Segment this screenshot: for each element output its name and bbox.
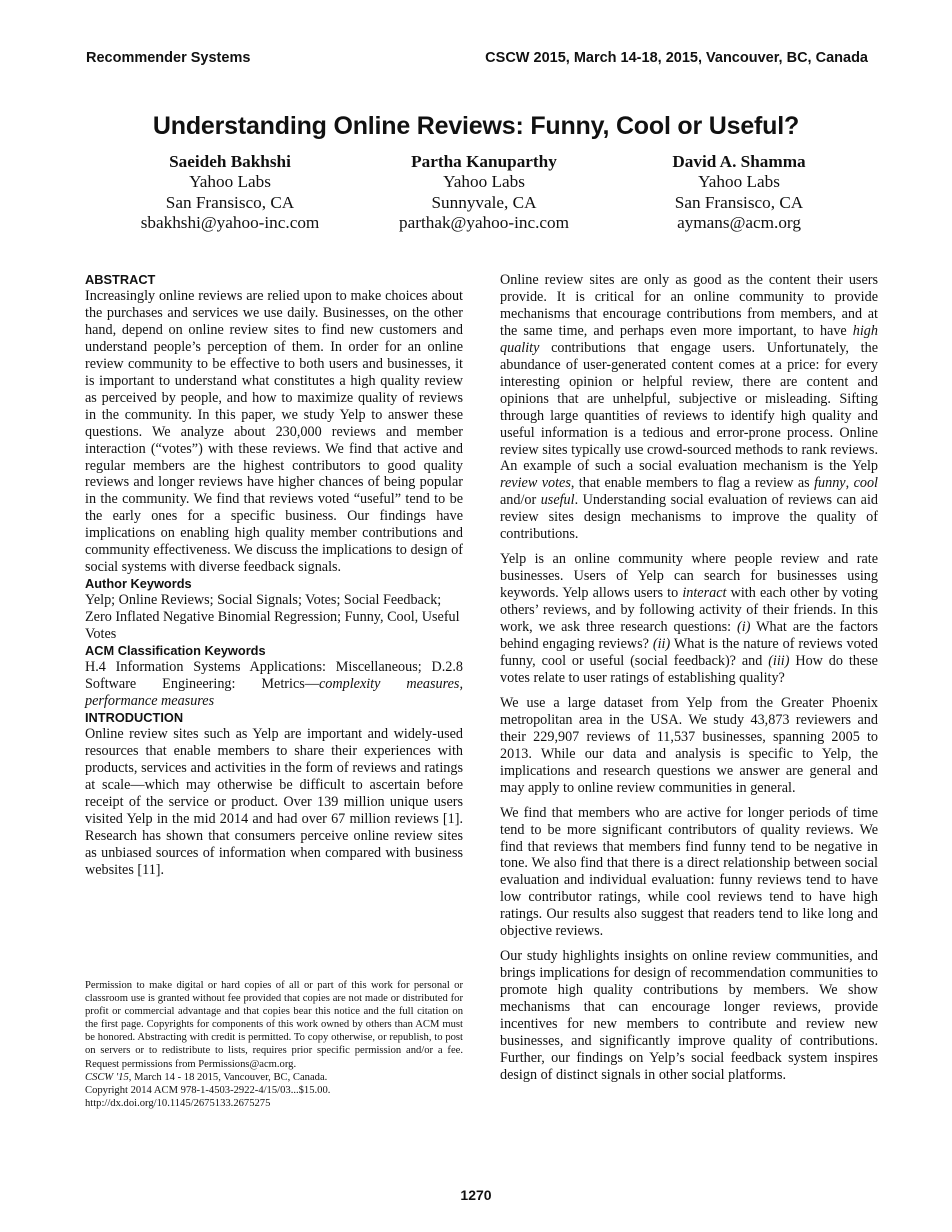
text-run: (i) [737,619,751,636]
paper-title: Understanding Online Reviews: Funny, Cool or Useful? [152,112,800,140]
abstract-heading: ABSTRACT [85,272,156,287]
doi-link[interactable]: http://dx.doi.org/10.1145/2675133.2675275 [85,1097,271,1109]
text-run: How do these votes relate to user ratings of establishing quality? [500,652,878,686]
abstract-text: Increasingly online reviews are relied upon to make choices about the purchases and services we use daily. Businesses, on the other hand, depend on online review sites to find new customers and understand people’s perception of them. In order for an online review community to be effective to both users and businesses, it is important to understand what constitutes a high quality review as perceived by people, and how to maximize quality of reviews in the community. In this paper, we study Yelp to answer these questions. We analyze about 230,000 reviews and member interaction (“votes”) with these reviews. We find that active and regular members are the highest contributors to good quality reviews and longer reviews have higher chances of being popular in the community. We find that reviews voted “useful” tend to be the early ones for a specific business. Our findings have implications on enabling high quality member contributions and community effectiveness. We discuss the implications to design of social systems with diverse feedback signals. [85,288,463,576]
right-column [500,272,878,1084]
body-paragraph: We use a large dataset from Yelp from the Greater Phoenix metropolitan area in the USA. We study 43,873 reviewers and their 229,907 reviews of 11,537 businesses, spanning 2005 to 2013. While our data and analysis is specific to Yelp, the implications and research questions we answer are general and may apply to online review communities in general. [500,694,878,796]
running-header [86,50,868,70]
author-affiliation: Yahoo Labs [698,172,780,192]
author-location: Sunnyvale, CA [431,192,537,212]
text-run: (ii) [652,636,671,653]
text-run: What are the factors behind engaging reviews? [500,619,878,653]
text-run: . Understanding social evaluation of reviews can aid review sites design mechanisms to improve the quality of contributions. [500,492,878,543]
text-run: interact [682,585,727,602]
text-run: high quality [500,322,878,356]
author-affiliation: Yahoo Labs [443,172,525,192]
running-head-conference: CSCW 2015, March 14-18, 2015, Vancouver, BC, Canada [485,50,868,66]
author-email: parthak@yahoo-inc.com [399,212,569,232]
copyright-venue-line [85,1071,463,1084]
acm-keywords-italic: complexity measures, performance measures [85,676,463,709]
author-block [619,152,859,233]
acm-keywords-heading: ACM Classification Keywords [85,643,266,659]
text-run: with each other by voting others’ reviews, and by following activity of their friends. In this work, we ask three research questions: [500,585,878,636]
body-paragraph: We find that members who are active for longer periods of time tend to be more significant contributors of quality reviews. We find that reviews that members find funny tend to be negative in tone. We also find that there is a direct relationship between social evaluation and individual evaluation: funny reviews tend to have low contributor ratings, while cool reviews tend to have high ratings. Our results also suggest that readers tend to like long and objective reviews. [500,804,878,940]
text-run: Yelp is an online community where people review and rate businesses. Users of Yelp can search for businesses using keywords. Yelp allows users to [500,551,878,602]
author-block [110,152,350,233]
author-keywords-heading: Author Keywords [85,576,192,592]
copyright-venue-rest: , March 14 - 18 2015, Vancouver, BC, Canada. [128,1071,328,1083]
author-name: Partha Kanuparthy [411,152,557,171]
text-run: contributions that engage users. Unfortunately, the abundance of user-generated content comes at a price: for every interesting opinion or helpful review, there are content and opinions that are unhelpful, subjective or misleading. Sifting through large quantities of reviews to identify high quality and useful information is a tedious and error-prone process. Online review sites typically use crowd-sourced methods to rank reviews. An example of such a social evaluation mechanism is the Yelp [500,339,878,475]
body-paragraph: Our study highlights insights on online review communities, and brings implications for design of recommendation communities to promote high quality contributions by members. We show mechanisms that can encourage longer reviews, provide incentives for new members to contribute and review new businesses, and significantly improve quality of contributions. Further, our findings on Yelp’s social feedback system inspires design of distinct signals in other social platforms. [500,948,878,1083]
text-run: funny [814,475,846,492]
text-run: and/or [500,492,541,509]
author-keywords-text: Yelp; Online Reviews; Social Signals; Votes; Social Feedback; Zero Inflated Negative Binomial Regression; Funny, Cool, Useful Votes [85,592,460,643]
acm-keywords-plain: H.4 Information Systems Applications: Miscellaneous; D.2.8 Software Engineering: Metrics— [85,659,463,693]
introduction-heading: INTRODUCTION [85,709,184,725]
body-paragraph [500,551,878,687]
body-paragraph [500,272,878,543]
page-number: 1270 [460,1187,492,1203]
text-run: cool [853,475,878,492]
author-name: David A. Shamma [672,152,806,171]
copyright-line: Copyright 2014 ACM 978-1-4503-2922-4/15/03...$15.00. [85,1084,331,1096]
running-head-section: Recommender Systems [86,50,251,66]
copyright-venue: CSCW '15 [85,1071,129,1083]
author-email: sbakhshi@yahoo-inc.com [140,212,320,232]
author-location: San Fransisco, CA [674,192,804,212]
author-affiliation: Yahoo Labs [189,172,271,192]
author-email: aymans@acm.org [677,212,801,232]
text-run: useful [540,492,575,509]
permission-notice: Permission to make digital or hard copies of all or part of this work for personal or classroom use is granted without fee provided that copies are not made or distributed for profit or commercial advantage and that copies bear this notice and the full citation on the first page. Copyrights for components of this work owned by others than ACM must be honored. Abstracting with credit is permitted. To copy otherwise, or republish, to post on servers or to redistribute to lists, requires prior specific permission and/or a fee. Request permissions from Permissions@acm.org. [85,980,463,1070]
text-run: , that enable members to flag a review as [570,475,815,492]
text-run: Online review sites are only as good as the content their users provide. It is critical for an online community to provide mechanisms that encourage contributions from members, and at the same time, and perhaps even more important, to have [500,272,878,339]
acm-keywords-text [85,659,463,710]
author-location: San Fransisco, CA [165,192,295,212]
copyright-block [85,979,463,1110]
left-column [85,272,463,879]
text-run: , [845,475,854,492]
text-run: What is the nature of reviews voted funny, cool or useful (social feedback)? and [500,636,878,669]
text-run: (iii) [768,652,790,669]
text-run: review votes [500,475,571,492]
author-block [364,152,604,233]
introduction-paragraph: Online review sites such as Yelp are important and widely-used resources that enable members to share their experiences with products, services and activities in the form of reviews and ratings at scale—which may otherwise be difficult to ascertain before receipt of the service or product. Over 139 million unique users visited Yelp in the mid 2014 and had over 67 million reviews [1]. Research has shown that consumers perceive online review sites as unbiased sources of information when compared with business websites [11]. [85,725,463,878]
author-name: Saeideh Bakhshi [169,152,291,171]
